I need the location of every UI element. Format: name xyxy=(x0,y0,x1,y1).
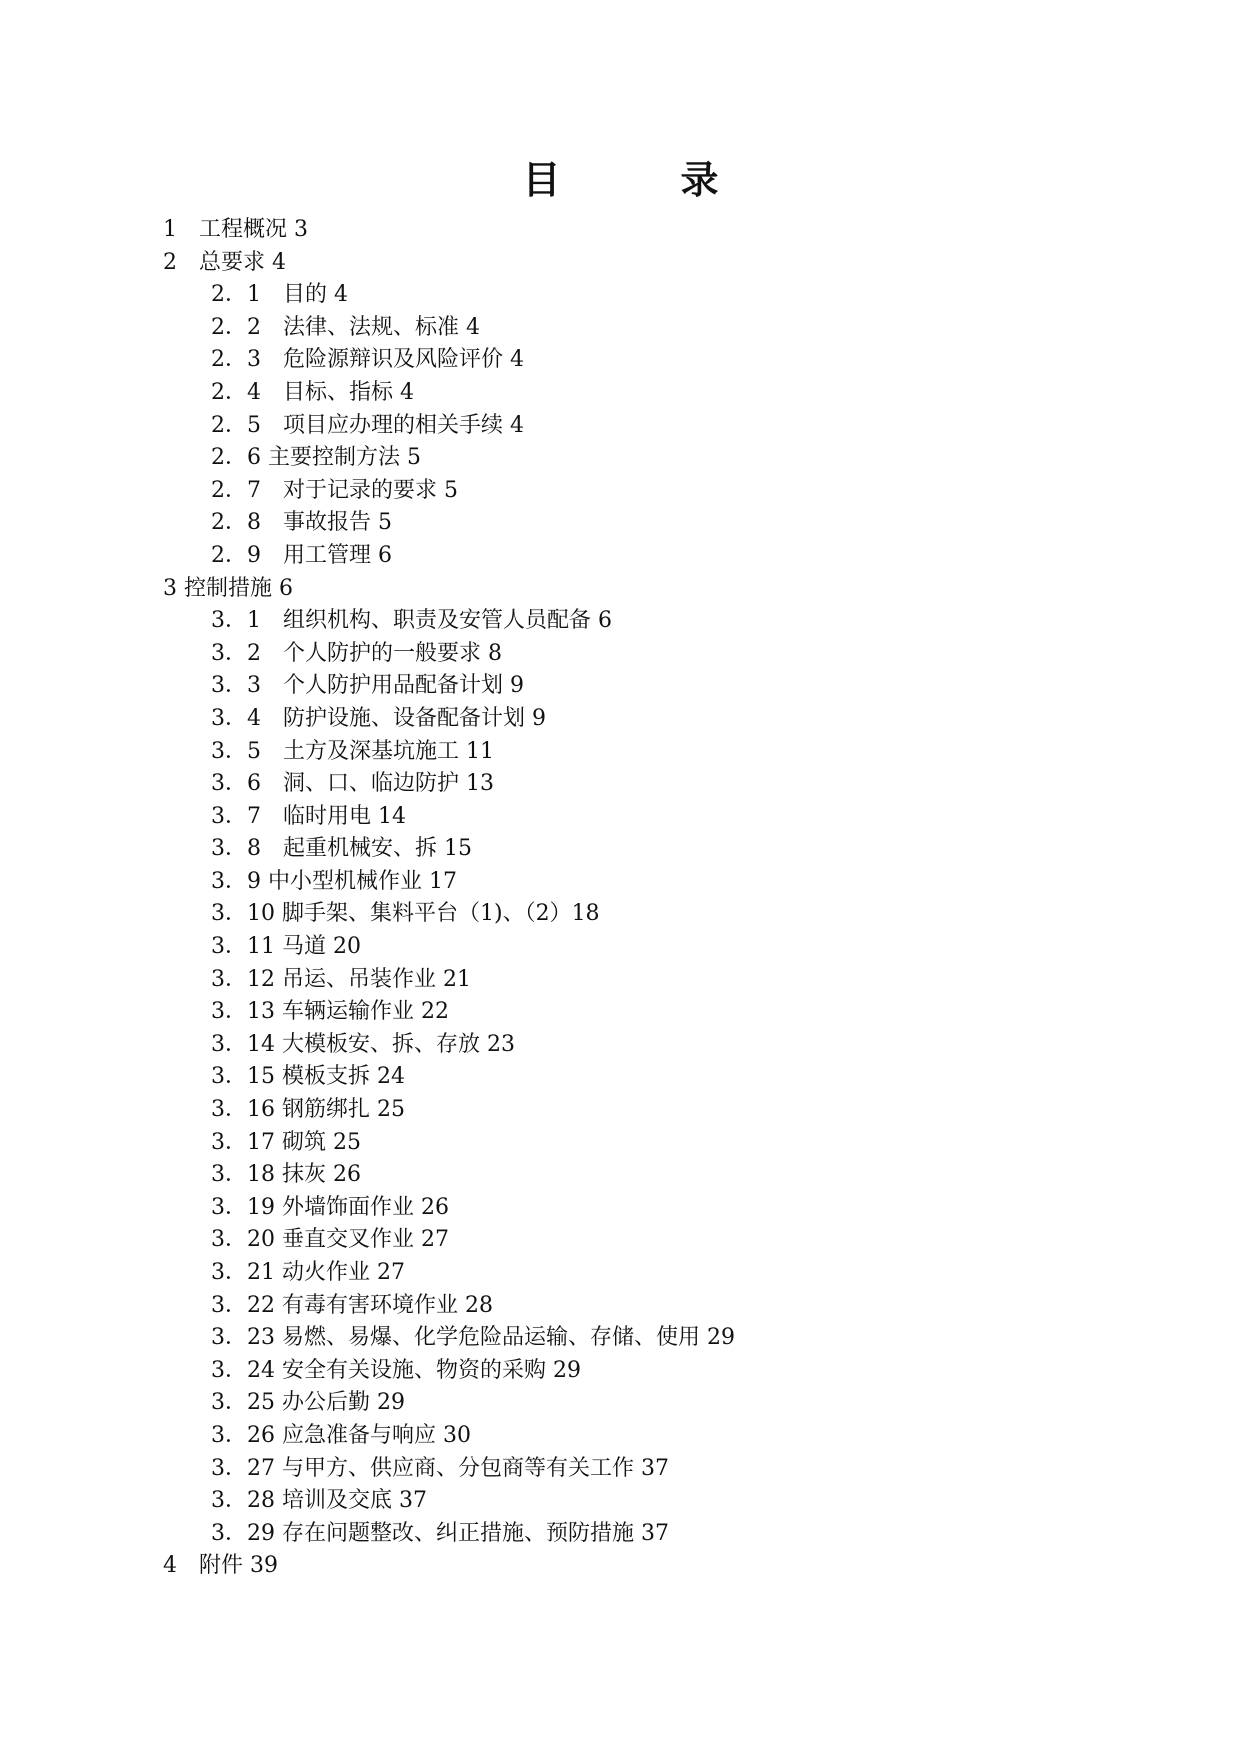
toc-section-entry[interactable]: 3．2 个人防护的一般要求 8 xyxy=(211,640,502,666)
toc-section-entry[interactable]: 3．11 马道 20 xyxy=(211,934,361,960)
toc-section-entry[interactable]: 3．16 钢筋绑扎 25 xyxy=(211,1097,405,1123)
toc-section-entry[interactable]: 3．19 外墙饰面作业 26 xyxy=(211,1194,449,1220)
toc-section-entry[interactable]: 3．17 砌筑 25 xyxy=(211,1129,361,1155)
page-title: 目录 xyxy=(522,157,839,202)
toc-section-entry[interactable]: 3．3 个人防护用品配备计划 9 xyxy=(211,673,524,699)
toc-section-entry[interactable]: 3．18 抹灰 26 xyxy=(211,1162,361,1188)
toc-section-entry[interactable]: 2．6 主要控制方法 5 xyxy=(211,445,421,471)
toc-section-entry[interactable]: 2．2 法律、法规、标准 4 xyxy=(211,314,480,340)
toc-section-entry[interactable]: 3．10 脚手架、集料平台（1)、（2）18 xyxy=(211,901,600,927)
toc-section-entry[interactable]: 2．3 危险源辩识及风险评价 4 xyxy=(211,347,524,373)
table-of-contents xyxy=(0,214,1241,1583)
toc-section-entry[interactable]: 3．1 组织机构、职责及安管人员配备 6 xyxy=(211,608,612,634)
toc-section-entry[interactable]: 3．26 应急准备与响应 30 xyxy=(211,1422,471,1448)
toc-chapter-entry[interactable]: 3 控制措施 6 xyxy=(163,575,293,601)
toc-section-entry[interactable]: 3．28 培训及交底 37 xyxy=(211,1488,427,1514)
toc-section-entry[interactable]: 3．7 临时用电 14 xyxy=(211,803,406,829)
toc-section-entry[interactable]: 3．15 模板支拆 24 xyxy=(211,1064,405,1090)
toc-section-entry[interactable]: 3．8 起重机械安、拆 15 xyxy=(211,836,472,862)
toc-section-entry[interactable]: 3．22 有毒有害环境作业 28 xyxy=(211,1292,493,1318)
toc-section-entry[interactable]: 3．14 大模板安、拆、存放 23 xyxy=(211,1031,515,1057)
toc-section-entry[interactable]: 3．21 动火作业 27 xyxy=(211,1260,405,1285)
toc-chapter-entry[interactable]: 4 附件 39 xyxy=(163,1553,278,1579)
toc-section-entry[interactable]: 3．4 防护设施、设备配备计划 9 xyxy=(211,705,546,731)
toc-section-entry[interactable]: 2．7 对于记录的要求 5 xyxy=(211,477,458,503)
toc-section-entry[interactable]: 3．5 土方及深基坑施工 11 xyxy=(211,738,494,764)
toc-section-entry[interactable]: 2．1 目的 4 xyxy=(211,282,348,308)
toc-chapter-entry[interactable]: 1 工程概况 3 xyxy=(163,217,308,242)
toc-section-entry[interactable]: 3．20 垂直交叉作业 27 xyxy=(211,1227,449,1253)
toc-section-entry[interactable]: 3．23 易燃、易爆、化学危险品运输、存储、使用 29 xyxy=(211,1325,735,1351)
toc-chapter-entry[interactable]: 2 总要求 4 xyxy=(163,249,286,275)
toc-section-entry[interactable]: 3．13 车辆运输作业 22 xyxy=(211,999,449,1025)
toc-section-entry[interactable]: 2．8 事故报告 5 xyxy=(211,510,392,536)
toc-section-entry[interactable]: 3．25 办公后勤 29 xyxy=(211,1390,405,1416)
toc-section-entry[interactable]: 3．24 安全有关设施、物资的采购 29 xyxy=(211,1357,581,1383)
toc-section-entry[interactable]: 3．12 吊运、吊装作业 21 xyxy=(211,966,471,992)
toc-section-entry[interactable]: 3．27 与甲方、供应商、分包商等有关工作 37 xyxy=(211,1455,669,1481)
toc-section-entry[interactable]: 2．5 项目应办理的相关手续 4 xyxy=(211,412,524,438)
toc-section-entry[interactable]: 3．29 存在问题整改、纠正措施、预防措施 37 xyxy=(211,1520,669,1546)
toc-section-entry[interactable]: 2．9 用工管理 6 xyxy=(211,542,392,568)
toc-section-entry[interactable]: 3．9 中小型机械作业 17 xyxy=(211,868,457,894)
toc-section-entry[interactable]: 3．6 洞、口、临边防护 13 xyxy=(211,771,494,797)
toc-section-entry[interactable]: 2．4 目标、指标 4 xyxy=(211,379,414,405)
